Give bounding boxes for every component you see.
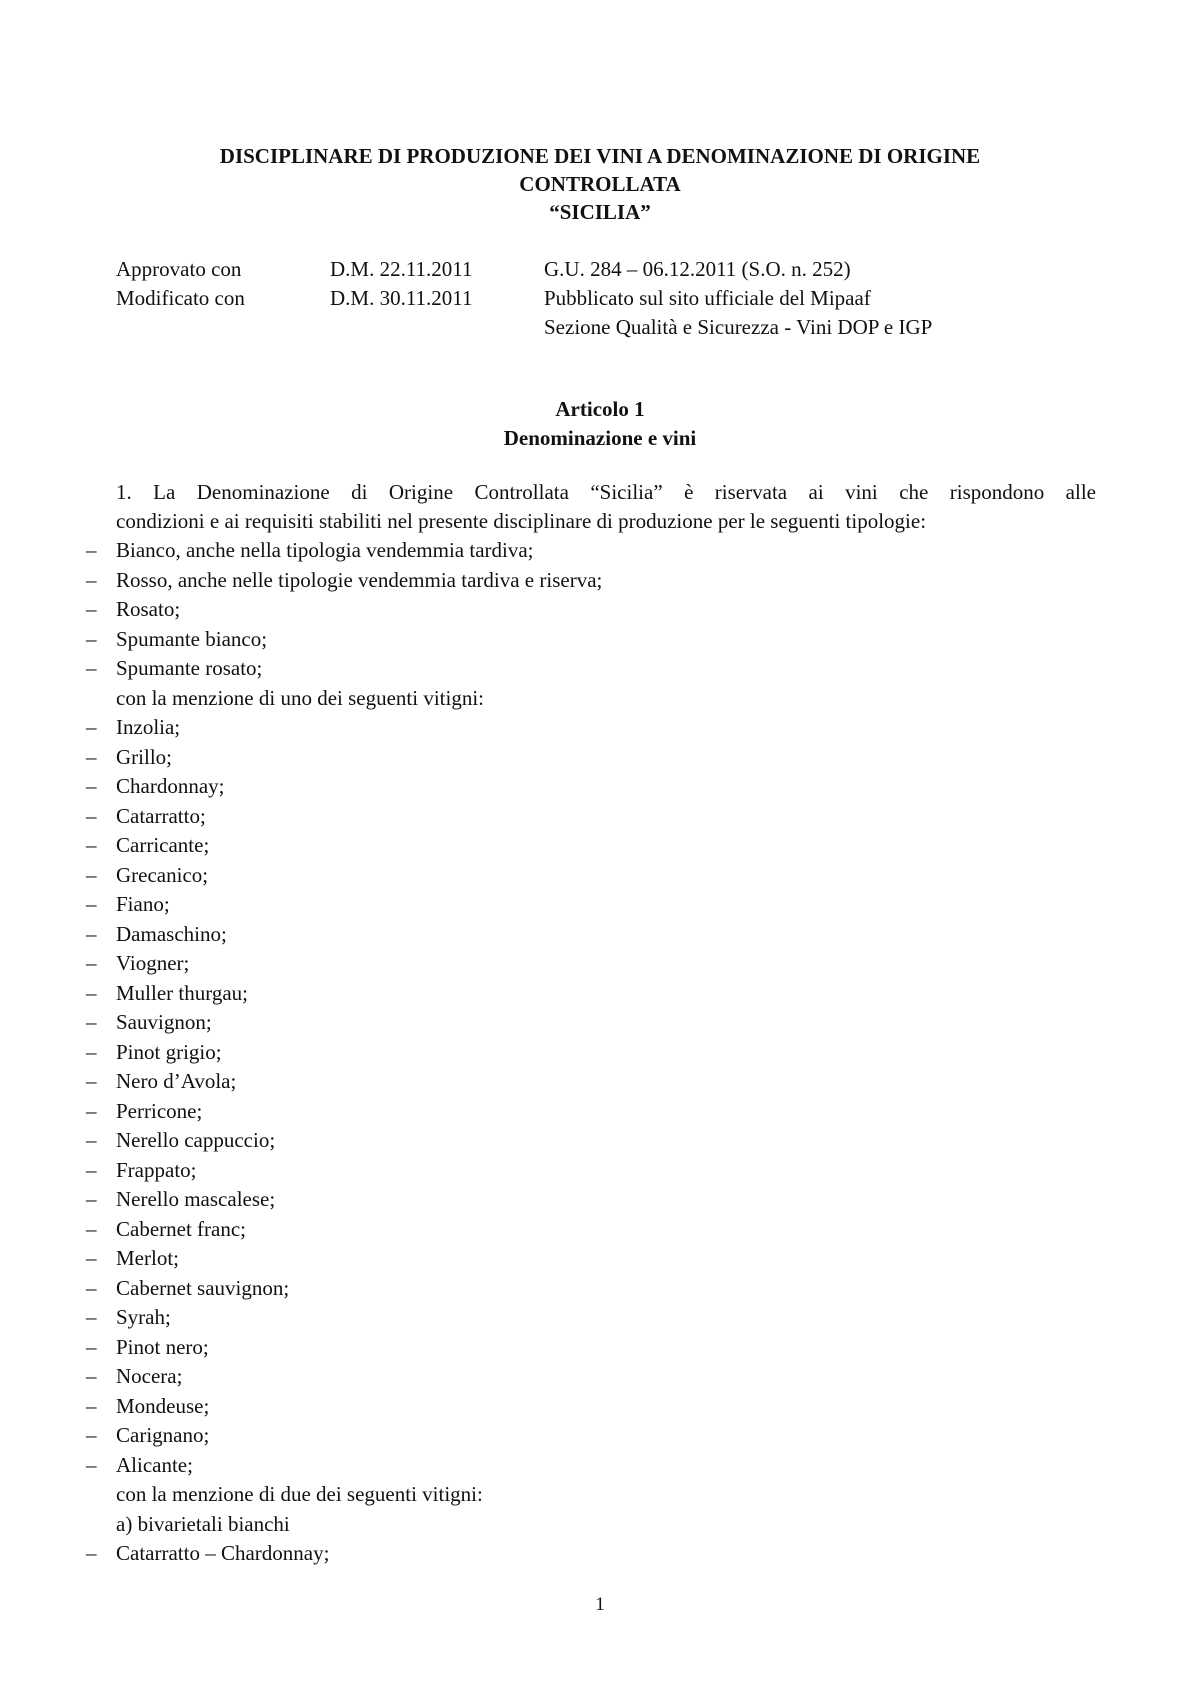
list-dash: – xyxy=(86,1452,97,1477)
list-item-text: Cabernet franc; xyxy=(116,1216,247,1241)
list-dash: – xyxy=(86,833,97,857)
list-item-text: Catarratto; xyxy=(116,803,206,828)
list-dash: – xyxy=(86,1157,97,1182)
vitigno-item xyxy=(0,861,1200,891)
list-item-text: Inzolia; xyxy=(116,715,181,739)
list-dash: – xyxy=(86,1423,97,1447)
list-dash: – xyxy=(86,1187,97,1211)
list-dash: – xyxy=(86,744,97,769)
vitigno-item xyxy=(0,1451,1200,1481)
list-dash: – xyxy=(86,803,97,828)
list-dash: – xyxy=(86,715,97,739)
list-dash: – xyxy=(86,862,97,887)
list-item-text: Merlot; xyxy=(116,1246,179,1270)
list-item-text: Carignano; xyxy=(116,1423,210,1447)
list-item-text: Grillo; xyxy=(116,744,172,769)
list-item-text: Frappato; xyxy=(116,1157,197,1182)
tipologia-item xyxy=(0,566,1200,596)
vitigno-item xyxy=(0,772,1200,802)
vitigno-item xyxy=(0,1038,1200,1068)
modified-publication xyxy=(544,284,1064,342)
approval-row-approved xyxy=(116,255,1064,284)
approved-dm: D.M. 22.11.2011 xyxy=(330,257,473,281)
list-item-text: Chardonnay; xyxy=(116,774,225,798)
vitigno-item xyxy=(0,1097,1200,1127)
list-item-text: Viogner; xyxy=(116,951,190,975)
list-item-text: Bianco, anche nella tipologia vendemmia tardiva; xyxy=(116,538,534,562)
vitigno-item xyxy=(0,802,1200,832)
list-dash: – xyxy=(86,1098,97,1123)
list-dash: – xyxy=(86,951,97,975)
title-line-3: “SICILIA” xyxy=(549,200,651,224)
approval-info xyxy=(116,255,1064,342)
list-dash: – xyxy=(86,1364,97,1388)
list-item-text: Alicante; xyxy=(116,1452,193,1477)
list-dash: – xyxy=(86,1010,97,1034)
list-item-text: Pinot grigio; xyxy=(116,1039,222,1064)
list-dash: – xyxy=(86,1069,97,1093)
approval-row-modified xyxy=(116,284,1064,342)
list-dash: – xyxy=(86,656,97,680)
vitigno-item xyxy=(0,1392,1200,1422)
approved-label: Approvato con xyxy=(116,257,242,281)
vitigno-item xyxy=(0,1303,1200,1333)
list-item-text: Muller thurgau; xyxy=(116,980,249,1005)
list-dash: – xyxy=(86,1128,97,1152)
tipologie-list xyxy=(0,536,1200,1569)
list-item-text: Cabernet sauvignon; xyxy=(116,1275,290,1300)
intro-line-1: 1. La Denominazione di Origine Controllata “Sicilia” è riservata ai vini che rispondono alle xyxy=(116,480,1096,504)
vitigno-item xyxy=(0,1362,1200,1392)
list-item-text: Fiano; xyxy=(116,892,170,916)
list-item-text: Carricante; xyxy=(116,833,210,857)
list-dash: – xyxy=(86,774,97,798)
vitigno-item xyxy=(0,1244,1200,1274)
tipologia-item xyxy=(0,654,1200,684)
list-dash: – xyxy=(86,538,97,562)
list-item-text: Damaschino; xyxy=(116,921,227,946)
vitigno-item xyxy=(0,1215,1200,1245)
title-line-2: CONTROLLATA xyxy=(519,172,681,196)
list-dash: – xyxy=(86,1334,97,1359)
modified-label: Modificato con xyxy=(116,286,245,310)
list-item-text: Sauvignon; xyxy=(116,1010,212,1034)
vitigno-item xyxy=(0,1185,1200,1215)
modified-dm: D.M. 30.11.2011 xyxy=(330,286,473,310)
page-number: 1 xyxy=(595,1594,605,1615)
list-item-text: Rosso, anche nelle tipologie vendemmia tardiva e riserva; xyxy=(116,567,603,592)
list-dash: – xyxy=(86,626,97,651)
approved-gu: G.U. 284 – 06.12.2011 (S.O. n. 252) xyxy=(544,257,851,281)
due-vitigni-intro: con la menzione di due dei seguenti vitigni: xyxy=(116,1482,483,1506)
list-item-text: Rosato; xyxy=(116,597,181,621)
vitigno-item xyxy=(0,1067,1200,1097)
list-dash: – xyxy=(86,597,97,621)
tipologia-item xyxy=(0,625,1200,655)
modified-pub-line-1: Pubblicato sul sito ufficiale del Mipaaf xyxy=(544,286,871,310)
list-dash: – xyxy=(86,1039,97,1064)
title-line-1: DISCIPLINARE DI PRODUZIONE DEI VINI A DENOMINAZIONE DI ORIGINE xyxy=(219,144,981,168)
list-item-text: Spumante bianco; xyxy=(116,626,268,651)
article-heading xyxy=(0,395,1200,453)
vitigno-item xyxy=(0,949,1200,979)
list-item-text: Nerello mascalese; xyxy=(116,1187,276,1211)
list-dash: – xyxy=(86,1305,97,1329)
vitigno-item xyxy=(0,920,1200,950)
list-item-text: Nocera; xyxy=(116,1364,183,1388)
list-dash: – xyxy=(86,1393,97,1418)
bivarietali-label: a) bivarietali bianchi xyxy=(116,1511,290,1536)
intro-paragraph xyxy=(116,478,1096,536)
vitigni-intro: con la menzione di uno dei seguenti vitigni: xyxy=(116,685,485,710)
vitigno-item xyxy=(0,831,1200,861)
intro-line-2: condizioni e ai requisiti stabiliti nel presente disciplinare di produzione per le seguenti tipologie: xyxy=(116,509,927,533)
list-dash: – xyxy=(86,1275,97,1300)
list-item-text: Spumante rosato; xyxy=(116,656,263,680)
vitigno-item xyxy=(0,1333,1200,1363)
list-dash: – xyxy=(86,567,97,592)
tipologia-item xyxy=(0,536,1200,566)
article-title: Denominazione e vini xyxy=(503,426,697,450)
vitigno-item xyxy=(0,1274,1200,1304)
vitigno-item xyxy=(0,890,1200,920)
vitigno-item xyxy=(0,743,1200,773)
vitigno-item xyxy=(0,1421,1200,1451)
list-item-text: Mondeuse; xyxy=(116,1393,210,1418)
vitigno-item xyxy=(0,979,1200,1009)
list-item-text: Grecanico; xyxy=(116,862,209,887)
list-dash: – xyxy=(86,921,97,946)
vitigno-item xyxy=(0,1008,1200,1038)
list-dash: – xyxy=(86,1216,97,1241)
tipologia-item xyxy=(0,595,1200,625)
bivarietale-item xyxy=(0,1539,1200,1569)
list-dash: – xyxy=(86,1246,97,1270)
vitigno-item xyxy=(0,713,1200,743)
vitigno-item xyxy=(0,1126,1200,1156)
vitigno-item xyxy=(0,1156,1200,1186)
list-dash: – xyxy=(86,1541,97,1565)
list-item-text: Syrah; xyxy=(116,1305,171,1329)
list-item-text: Nero d’Avola; xyxy=(116,1069,237,1093)
list-dash: – xyxy=(86,980,97,1005)
list-item-text: Nerello cappuccio; xyxy=(116,1128,276,1152)
list-dash: – xyxy=(86,892,97,916)
list-item-text: Perricone; xyxy=(116,1098,203,1123)
modified-pub-line-2: Sezione Qualità e Sicurezza - Vini DOP e IGP xyxy=(544,315,933,339)
article-number: Articolo 1 xyxy=(555,397,645,421)
list-item-text: Pinot nero; xyxy=(116,1334,209,1359)
list-item-text: Catarratto – Chardonnay; xyxy=(116,1541,330,1565)
document-title xyxy=(0,142,1200,226)
